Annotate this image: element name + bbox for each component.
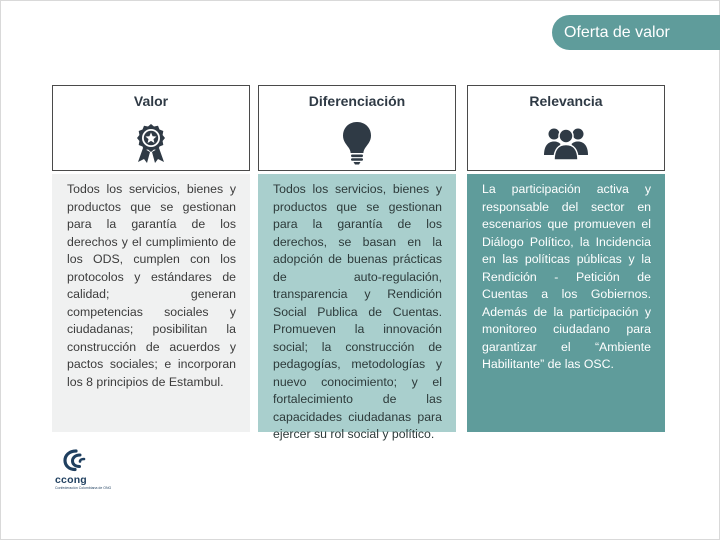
column-title: Diferenciación [308,93,406,109]
column-title: Relevancia [529,93,603,109]
logo-name: ccong [55,474,87,486]
lightbulb-icon [259,121,455,165]
award-ribbon-icon [53,121,249,165]
column-valor [52,85,250,432]
ccong-logo [55,448,125,492]
column-diferenciacion [258,85,456,441]
column-title: Valor [133,93,169,109]
column-text: La participación activa y responsable del sector en escenarios que promueven el Diálogo Político, la Incidencia en las políticas públicas y la Rendición - Petición de Cuentas a los Gobiernos. Además de la participación y monitoreo ciudadano para garantizar el “Ambiente Habilitante” de las OSC. [467,174,665,432]
ccong-logo-mark [62,448,92,474]
logo-subtitle: Confederación Colombiana de ONG [55,486,112,490]
column-text: Todos los servicios, bienes y productos que se gestionan para la garantía de los derechos y el cumplimiento de los ODS, cumplen con los protocolos y estándares de calidad; generan competencias sociales y ciudadanas; posibilitan la construcción de acuerdos y pactos sociales; e incorporan los 8 principios de Estambul. [52,174,250,432]
column-header [52,85,250,171]
column-text: Todos los servicios, bienes y productos que se gestionan para la garantía de los derechos, se basan en la adopción de buenas prácticas de auto-regulación, transparencia y Rendición Social Publica de Cuentas. Promueven la innovación social; la construcción de pedagogías, metodologías y nuevo conocimiento; y el fortalecimiento de las capacidades ciudadanas para ejercer su rol social y político. [258,174,456,432]
people-group-icon [468,121,664,165]
column-header [467,85,665,171]
column-header [258,85,456,171]
section-tab: Oferta de valor [552,15,720,50]
column-relevancia [467,85,665,432]
